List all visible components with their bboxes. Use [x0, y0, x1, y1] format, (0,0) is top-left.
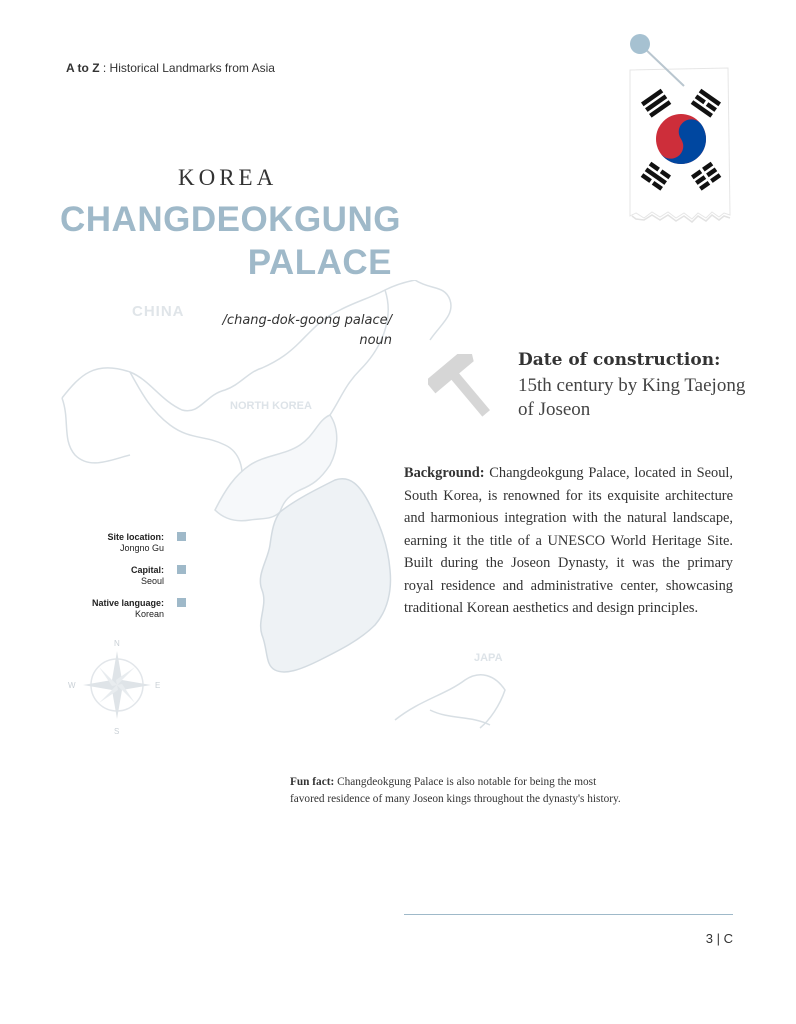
- northern-border: [130, 372, 242, 510]
- pin-head: [630, 34, 650, 54]
- title-line-1: CHANGDEOKGUNG: [60, 200, 401, 239]
- series-title: A to Z : Historical Landmarks from Asia: [66, 61, 275, 75]
- hammer-icon: [428, 354, 506, 424]
- page-number: 3 | C: [705, 931, 733, 946]
- fact-site-location: Site location: Jongno Gu: [107, 532, 164, 553]
- background-label: Background:: [404, 465, 485, 481]
- compass-n: N: [114, 639, 120, 648]
- fun-fact-label: Fun fact:: [290, 776, 335, 788]
- coast-north: [415, 280, 451, 340]
- korea-flag-pinned: [626, 30, 736, 230]
- fun-fact-text: Changdeokgung Palace is also notable for being the most favored residence of many Joseon kings throughout the dynasty's history.: [290, 776, 621, 805]
- fact-marker: [177, 565, 186, 574]
- map-label-north-korea: NORTH KOREA: [230, 400, 312, 412]
- footer-rule: [404, 914, 733, 915]
- pronunciation-text: /chang-dok-goong palace/: [222, 313, 392, 328]
- background-paragraph: [404, 462, 733, 620]
- page-title: [60, 198, 401, 284]
- map-label-china: CHINA: [132, 303, 185, 320]
- fun-fact: [290, 774, 630, 808]
- fact-marker: [177, 598, 186, 607]
- fact-native-language: Native language: Korean: [91, 598, 164, 619]
- part-of-speech: noun: [359, 333, 392, 348]
- compass-s: S: [114, 727, 120, 736]
- pronunciation: [200, 311, 392, 351]
- construction-text: 15th century by King Taejong of Joseon: [518, 375, 746, 420]
- japan-coast-inner: [430, 710, 490, 725]
- coast-west: [62, 398, 130, 463]
- fact-capital: Capital: Seoul: [130, 565, 164, 586]
- compass-rose: [68, 639, 160, 736]
- title-line-2: PALACE: [247, 243, 392, 282]
- country-name: KOREA: [178, 165, 278, 190]
- japan-coast: [395, 675, 505, 728]
- fact-marker: [177, 532, 186, 541]
- construction-heading: Date of construction:: [518, 350, 721, 370]
- compass-w: W: [68, 681, 76, 690]
- background-text: Changdeokgung Palace, located in Seoul, South Korea, is renowned for its exquisite architecture and harmonious integration with the natural landscape, earning it the title of a UNESCO World Heritage Site. Built during the Joseon Dynasty, it was the primary royal residence and administrative center, showcasing traditional Korean aesthetics and design principles.: [404, 465, 733, 616]
- compass-e: E: [155, 681, 161, 690]
- map-label-japan: JAPA: [474, 652, 503, 664]
